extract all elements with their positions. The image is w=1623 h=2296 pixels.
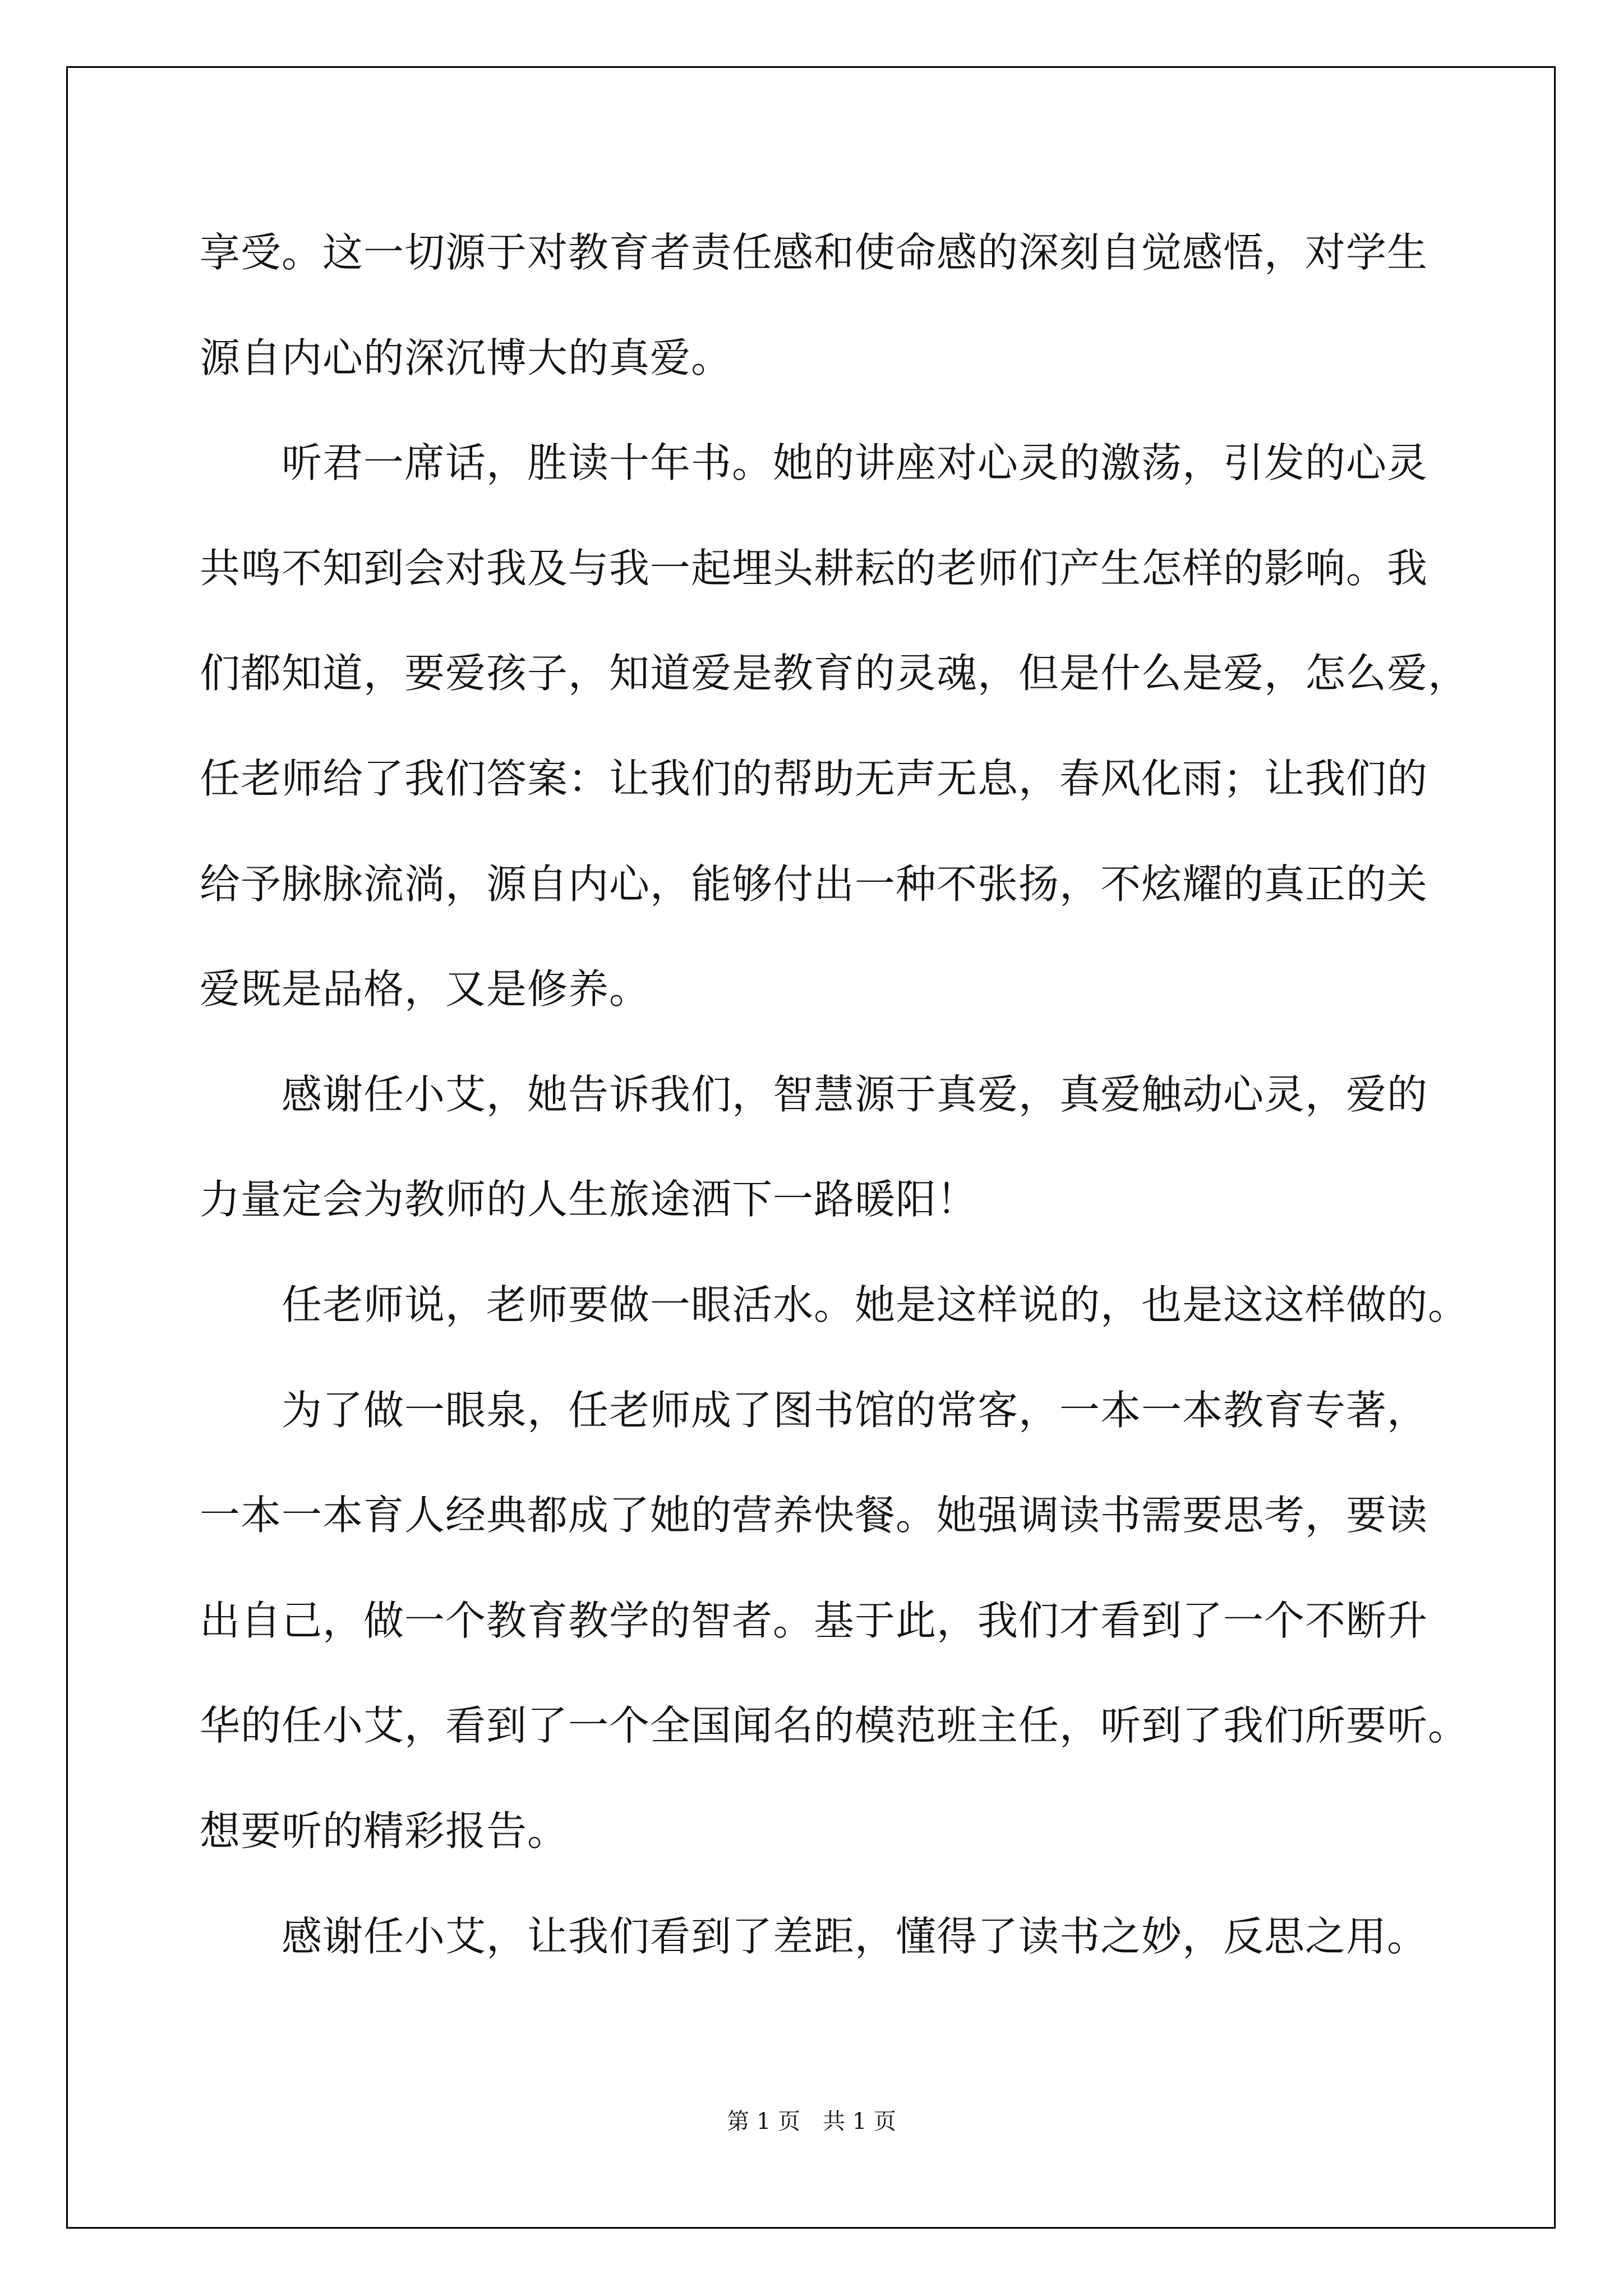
text-line: 任老师说，老师要做一眼活水。她是这样说的，也是这这样做的。	[282, 1281, 1469, 1328]
page-footer: 第 1 页 共 1 页	[727, 2109, 896, 2134]
text-line: 感谢任小艾，她告诉我们，智慧源于真爱，真爱触动心灵，爱的	[282, 1070, 1428, 1118]
text-line: 共鸣不知到会对我及与我一起埋头耕耘的老师们产生怎样的影响。我	[200, 544, 1428, 592]
text-line: 源自内心的深沉博大的真爱。	[200, 334, 732, 381]
text-line: 感谢任小艾，让我们看到了差距，懂得了读书之妙，反思之用。	[282, 1912, 1428, 1960]
text-line: 想要听的精彩报告。	[200, 1807, 569, 1855]
text-line: 爱既是品格，又是修养。	[200, 965, 651, 1013]
text-line: 一本一本育人经典都成了她的营养快餐。她强调读书需要思考，要读	[200, 1492, 1428, 1539]
text-line: 为了做一眼泉，任老师成了图书馆的常客，一本一本教育专著，	[282, 1386, 1428, 1434]
text-line: 们都知道，要爱孩子，知道爱是教育的灵魂，但是什么是爱，怎么爱，	[200, 650, 1469, 697]
text-line: 任老师给了我们答案：让我们的帮助无声无息，春风化雨；让我们的	[200, 754, 1428, 802]
text-line: 力量定会为教师的人生旅途洒下一路暖阳！	[200, 1176, 978, 1223]
text-line: 听君一席话，胜读十年书。她的讲座对心灵的激荡，引发的心灵	[282, 439, 1428, 487]
text-line: 出自己，做一个教育教学的智者。基于此，我们才看到了一个不断升	[200, 1596, 1428, 1644]
text-line: 给予脉脉流淌，源自内心，能够付出一种不张扬，不炫耀的真正的关	[200, 860, 1428, 908]
text-line: 华的任小艾，看到了一个全国闻名的模范班主任，听到了我们所要听。	[200, 1702, 1469, 1750]
text-line: 享受。这一切源于对教育者责任感和使命感的深刻自觉感悟，对学生	[200, 229, 1428, 276]
document-body	[200, 213, 1469, 2002]
